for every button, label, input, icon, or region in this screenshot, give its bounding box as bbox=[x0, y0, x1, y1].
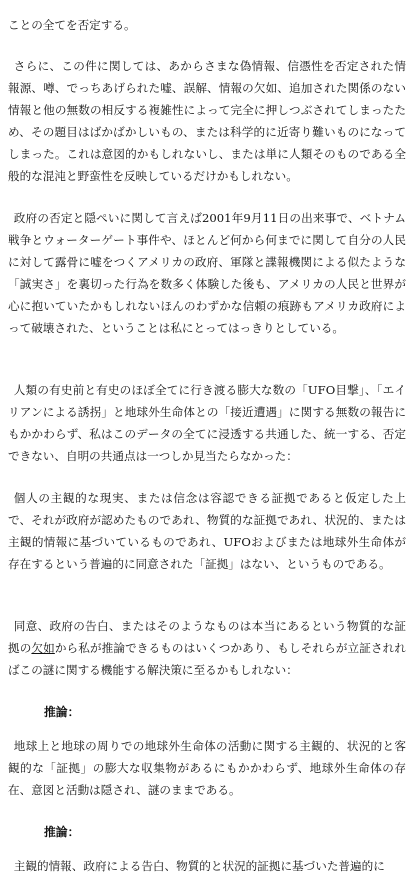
paragraph-inference-intro bbox=[8, 615, 406, 681]
inference-intro-text-start: 同意、政府の告白、またはそのようなものは本当にあるという物質的な証拠の bbox=[8, 619, 406, 655]
underlined-word-lack: 欠如 bbox=[31, 641, 55, 655]
paragraph-inference-1: 地球上と地球の周りでの地球外生命体の活動に関する主観的、状況的と客観的な「証拠」の膨大な収集物があるにもかかわらず、地球外生命体の存在、意図と活動は隠され、謎のままである。 bbox=[8, 739, 406, 797]
paragraph-inference-2: 主観的情報、政府による告白、物質的と状況的証拠に基づいた普遍的に bbox=[13, 859, 385, 873]
paragraph-ufo-reports: 人類の有史前と有史のほぼ全てに行き渡る膨大な数の「UFO目撃」、「エイリアンによる誘拐」と地球外生命体との「接近遭遇」に関する無数の報告にもかかわらず、私はこのデータの全てに浸透する共通した、統一する、否定できない、自明の共通点は一つしか見当たらなかった： bbox=[8, 383, 406, 463]
paragraph-disinformation: さらに、この件に関しては、あからさまな偽情報、信憑性を否定された情報源、噂、でっちあげられた嘘、誤解、情報の欠如、追加された関係のない情報と他の無数の相反する複雑性によって完全に押しつぶされてしまったため、その題目はばかばかしいもの、または科学的に近寄り難いものになってしまった。これは意図的かもしれないし、または単に人類そのものである全般的な混沌と野蛮性を反映しているだけかもしれない。 bbox=[8, 59, 406, 183]
paragraph-closing-sentence: ことの全てを否定する。 bbox=[8, 18, 136, 32]
inference-heading-2: 推論： bbox=[44, 825, 80, 839]
paragraph-no-evidence: 個人の主観的な現実、または信念は容認できる証拠であると仮定した上で、それが政府が認めたものであれ、物質的な証拠であれ、状況的、または主観的情報に基づいているものであれ、UFOおよびまたは地球外生命体が存在するという普遍的に同意された「証拠」はない、というものである。 bbox=[8, 491, 406, 571]
inference-heading-1: 推論： bbox=[44, 705, 80, 719]
inference-intro-text-end: から私が推論できるものはいくつかあり、もしそれらが立証されればこの謎に関する機能する解決策に至るかもしれない： bbox=[8, 641, 406, 677]
paragraph-government-denial: 政府の否定と隠ぺいに関して言えば2001年9月11日の出来事で、ベトナム戦争とウォーターゲート事件や、ほとんど何から何までに関して自分の人民に対して露骨に嘘をつくアメリカの政府、軍隊と諜報機関による似たような「誠実さ」を裏切った行為を数多く体験した後も、アメリカの人民と世界が心に抱いていたかもしれないほんのわずかな信頼の痕跡もアメリカ政府によって破壊された、ということは私にとってはっきりとしている。 bbox=[8, 211, 406, 335]
